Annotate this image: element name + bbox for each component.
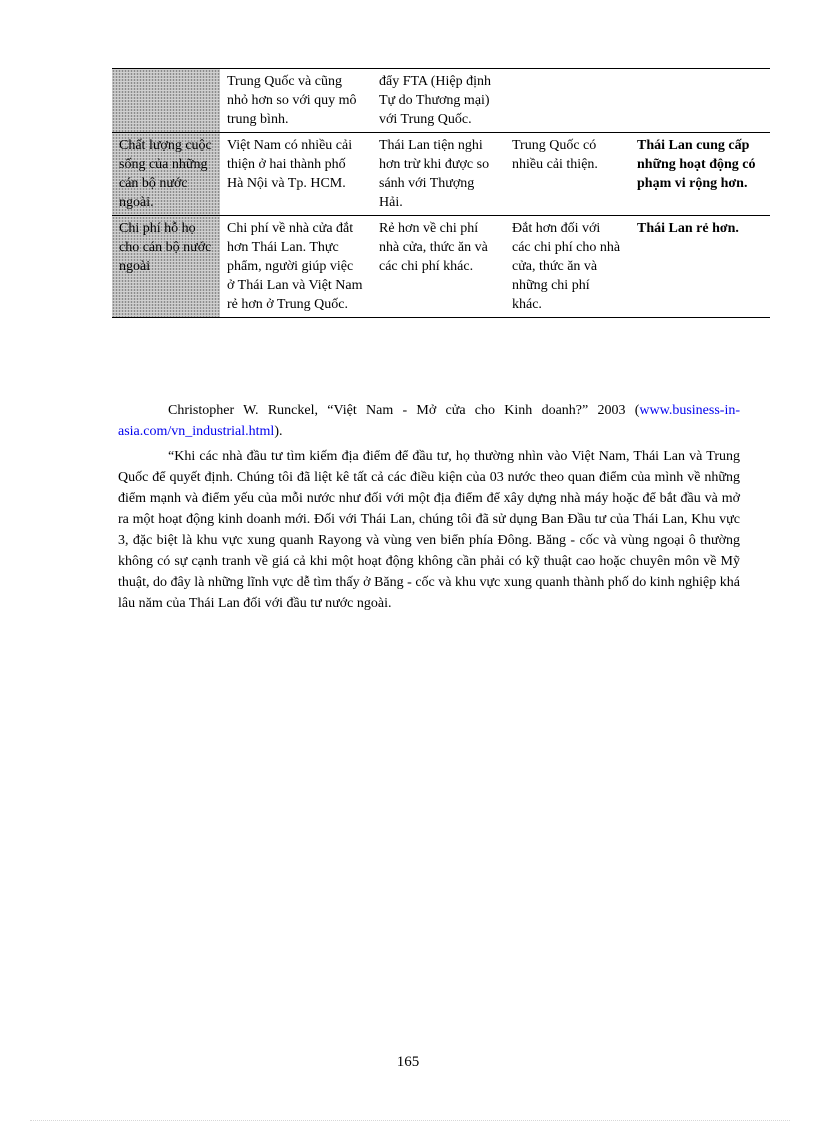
row-label: Chi phí hỗ họ cho cán bộ nước ngoài [112, 216, 220, 318]
citation-text: Christopher W. Runckel, “Việt Nam - Mở cửa cho Kinh doanh?” 2003 ( [168, 403, 640, 418]
vietnam-cell: Việt Nam có nhiều cải thiện ở hai thành phố Hà Nội và Tp. HCM. [220, 133, 372, 216]
page-divider [30, 1120, 790, 1121]
thailand-cell: Rẻ hơn về chi phí nhà cửa, thức ăn và các chi phí khác. [372, 216, 505, 318]
china-cell [505, 69, 630, 133]
row-label: Chất lượng cuộc sống của những cán bộ nước ngoài. [112, 133, 220, 216]
citation-after: ). [274, 424, 283, 439]
page-number: 165 [396, 1054, 420, 1070]
china-cell: Trung Quốc có nhiều cải thiện. [505, 133, 630, 216]
result-cell: Thái Lan cung cấp những hoạt động có phạm vi rộng hơn. [630, 133, 770, 216]
citation-link[interactable]: www.business-in-asia.com/vn_industrial.html [118, 403, 740, 439]
vietnam-cell: Chi phí về nhà cửa đắt hơn Thái Lan. Thực phẩm, người giúp việc ở Thái Lan và Việt Nam rẻ hơn ở Trung Quốc. [220, 216, 372, 318]
comparison-table [112, 68, 770, 318]
china-cell: Đắt hơn đối với các chi phí cho nhà cửa, thức ăn và những chi phí khác. [505, 216, 630, 318]
result-cell: Thái Lan rẻ hơn. [630, 216, 770, 318]
body-paragraph [118, 446, 740, 614]
body-paragraph-text: “Khi các nhà đầu tư tìm kiếm địa điểm để đầu tư, họ thường nhìn vào Việt Nam, Thái Lan và Trung Quốc để quyết định. Chúng tôi đã liệt kê tất cả các điều kiện của 03 nước theo quan điểm của mình về những điểm mạnh và điểm yếu của mỗi nước như đối với một địa điểm để xây dựng nhà máy hoặc để bắt đầu và mở ra một hoạt động kinh doanh mới. Đối với Thái Lan, chúng tôi đã sử dụng Ban Đầu tư của Thái Lan, Khu vực 3, đặc biệt là khu vực xung quanh Rayong và vùng ven biển phía Đông. Băng - cốc và vùng ngoại ô thường không có sự cạnh tranh về giá cả khi một hoạt động không cần phải có kỹ thuật cao hoặc chuyên môn về Mỹ thuật, do đây là những lĩnh vực dễ tìm thấy ở Băng - cốc và khu vực xung quanh thành phố do kinh nghiệp khá lâu năm của Thái Lan đối với đầu tư nước ngoài. [118, 449, 740, 611]
row-label [112, 69, 220, 133]
table-row [112, 133, 770, 216]
thailand-cell: Thái Lan tiện nghi hơn trừ khi được so sánh với Thượng Hải. [372, 133, 505, 216]
vietnam-cell: Trung Quốc và cũng nhỏ hơn so với quy mô trung bình. [220, 69, 372, 133]
citation [118, 400, 740, 442]
result-cell [630, 69, 770, 133]
table-row [112, 69, 770, 133]
table-row [112, 216, 770, 318]
thailand-cell: đẩy FTA (Hiệp định Tự do Thương mại) với Trung Quốc. [372, 69, 505, 133]
